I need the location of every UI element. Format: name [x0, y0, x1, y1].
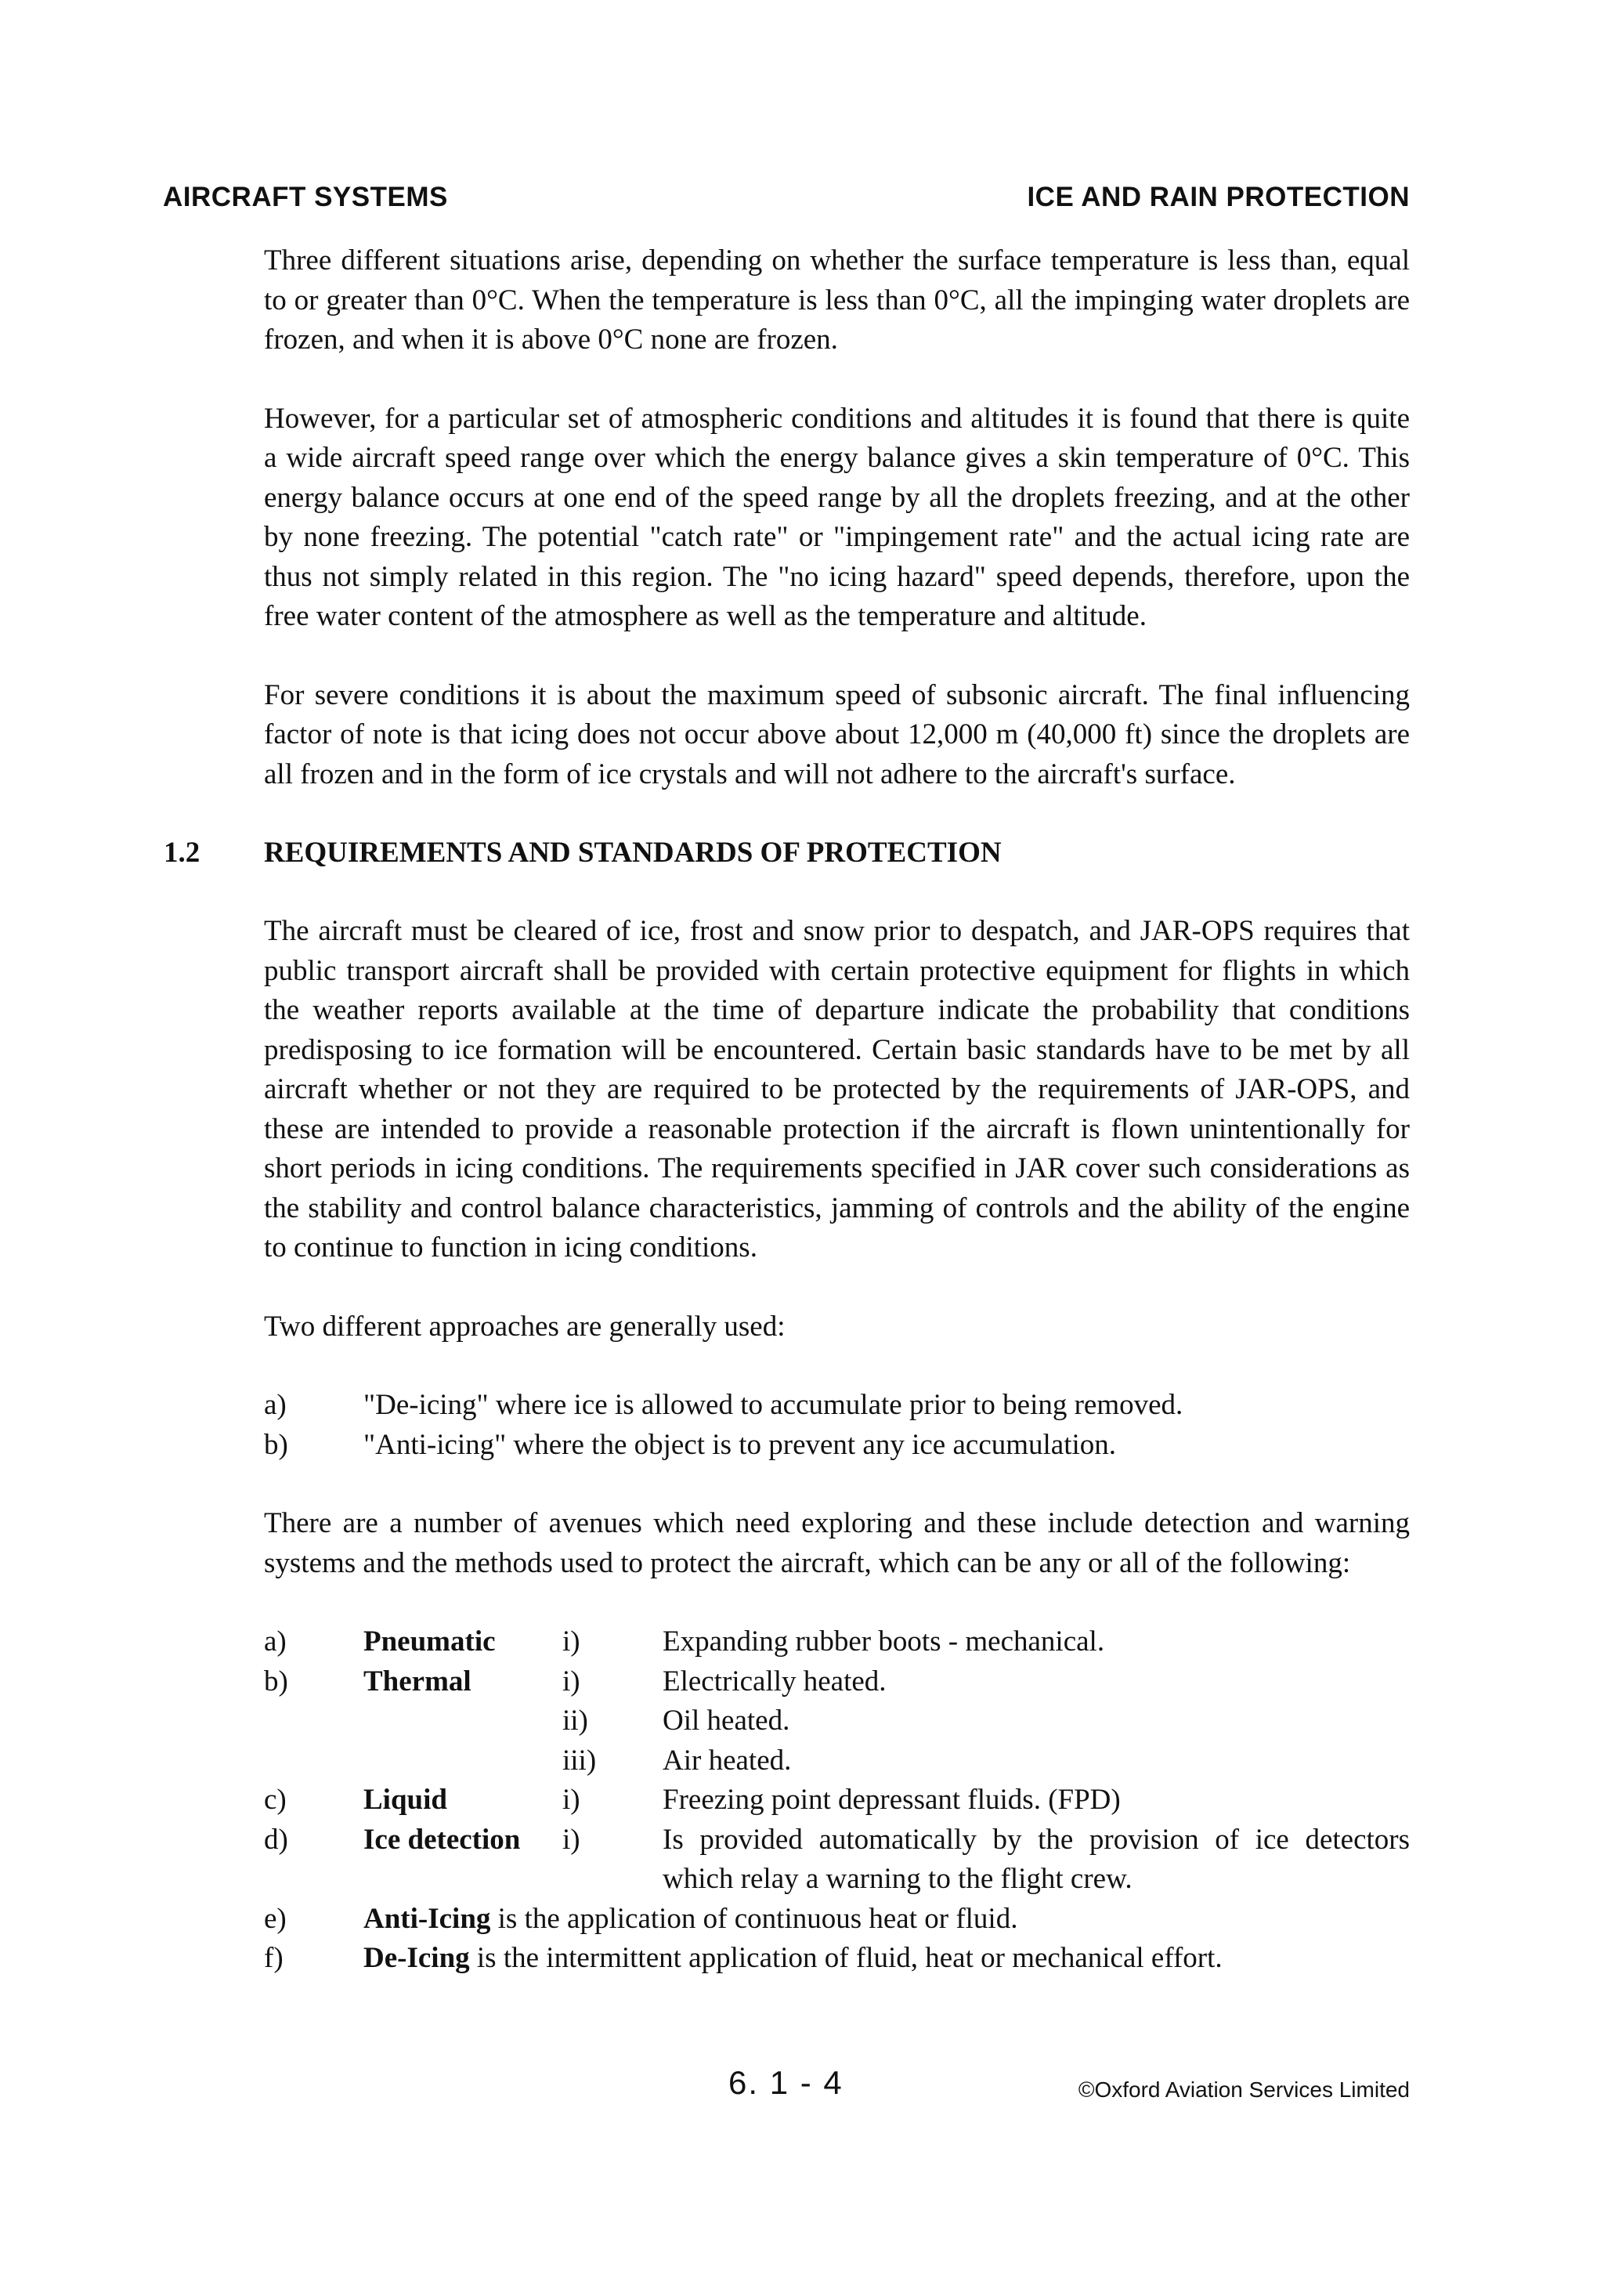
definition-text: is the intermittent application of fluid, heat or mechanical effort. [469, 1942, 1223, 1974]
definition-term: De-Icing [363, 1942, 470, 1974]
list-item-text: "De-icing" where ice is allowed to accumulate prior to being removed. [363, 1389, 1183, 1421]
method-category: Ice detection [363, 1823, 521, 1856]
method-description: Oil heated. [663, 1705, 790, 1737]
method-row [264, 1741, 1410, 1781]
method-sub-label: i) [562, 1823, 580, 1856]
definition-text: is the application of continuous heat or fluid. [490, 1902, 1018, 1935]
method-description: Expanding rubber boots - mechanical. [663, 1625, 1105, 1658]
header-left: AIRCRAFT SYSTEMS [163, 182, 448, 212]
body-text [164, 241, 1410, 1979]
paragraph-requirements: The aircraft must be cleared of ice, frost and snow prior to despatch, and JAR-OPS requires that public transport aircraft shall be provided with certain protective equipment for flights in which the weather reports available at the time of departure indicate the probability that conditions predisposing to ice formation will be encountered. Certain basic standards have to be met by all aircraft whether or not they are required to be protected by the requirements of JAR-OPS, and these are intended to provide a reasonable protection if the aircraft is flown unintentionally for short periods in icing conditions. The requirements specified in JAR cover such considerations as the stability and control balance characteristics, jamming of controls and the ability of the engine to continue to function in icing conditions. [264, 915, 1410, 1264]
method-row [264, 1821, 1410, 1900]
paragraph-severe-conditions: For severe conditions it is about the maximum speed of subsonic aircraft. The final influencing factor of note is that icing does not occur above about 12,000 m (40,000 ft) since the droplets are all frozen and in the form of ice crystals and will not adhere to the aircraft's surface. [264, 678, 1410, 790]
definition-label: f) [264, 1942, 284, 1974]
method-row [264, 1662, 1410, 1702]
definition-label: e) [264, 1902, 287, 1935]
method-sub-label: i) [562, 1665, 580, 1698]
method-label: a) [264, 1625, 287, 1658]
method-row [264, 1781, 1410, 1821]
list-item-text: "Anti-icing" where the object is to prevent any ice accumulation. [363, 1428, 1117, 1461]
copyright-notice: ©Oxford Aviation Services Limited [1078, 2077, 1410, 2102]
header-right: ICE AND RAIN PROTECTION [1027, 182, 1410, 212]
method-row [264, 1622, 1410, 1662]
paragraph-approaches-intro: Two different approaches are generally used: [264, 1310, 786, 1343]
method-sub-label: i) [562, 1784, 580, 1816]
method-description: Is provided automatically by the provision of ice detectors which relay a warning to the flight crew. [663, 1823, 1410, 1895]
section-title: REQUIREMENTS AND STANDARDS OF PROTECTION [264, 837, 1002, 869]
definition-term: Anti-Icing [363, 1902, 491, 1935]
definition-row [264, 1939, 1410, 1979]
page-number: 6. 1 - 4 [728, 2064, 844, 2101]
method-description: Freezing point depressant fluids. (FPD) [663, 1784, 1121, 1816]
method-description: Electrically heated. [663, 1665, 887, 1698]
list-item [264, 1426, 1410, 1466]
section-number: 1.2 [164, 837, 200, 869]
list-item-label: b) [264, 1428, 288, 1461]
definition-row [264, 1900, 1410, 1940]
list-item-label: a) [264, 1389, 287, 1421]
method-category: Liquid [363, 1784, 447, 1816]
paragraph-avenues: There are a number of avenues which need exploring and these include detection and warning systems and the methods used to protect the aircraft, which can be any or all of the following: [264, 1507, 1410, 1579]
method-sub-label: i) [562, 1625, 580, 1658]
paragraph-energy-balance: However, for a particular set of atmospheric conditions and altitudes it is found that there is quite a wide aircraft speed range over which the energy balance gives a skin temperature of 0°C. This energy balance occurs at one end of the speed range by all the droplets freezing, and at the other by none freezing. The potential "catch rate" or "impingement rate" and the actual icing rate are thus not simply related in this region. The "no icing hazard" speed depends, therefore, upon the free water content of the atmosphere as well as the temperature and altitude. [264, 402, 1410, 632]
method-row [264, 1701, 1410, 1741]
method-sub-label: ii) [562, 1705, 588, 1737]
paragraph-situations: Three different situations arise, depending on whether the surface temperature is less than, equal to or greater than 0°C. When the temperature is less than 0°C, all the impinging water droplets are frozen, and when it is above 0°C none are frozen. [264, 244, 1410, 356]
methods-list [264, 1622, 1410, 1979]
method-label: b) [264, 1665, 288, 1698]
list-item [264, 1386, 1410, 1426]
method-label: c) [264, 1784, 287, 1816]
method-description: Air heated. [663, 1744, 792, 1777]
section-heading [164, 833, 1410, 873]
method-sub-label: iii) [562, 1744, 597, 1777]
method-category: Pneumatic [363, 1625, 496, 1658]
approaches-list [264, 1386, 1410, 1465]
method-category: Thermal [363, 1665, 471, 1698]
method-label: d) [264, 1823, 288, 1856]
